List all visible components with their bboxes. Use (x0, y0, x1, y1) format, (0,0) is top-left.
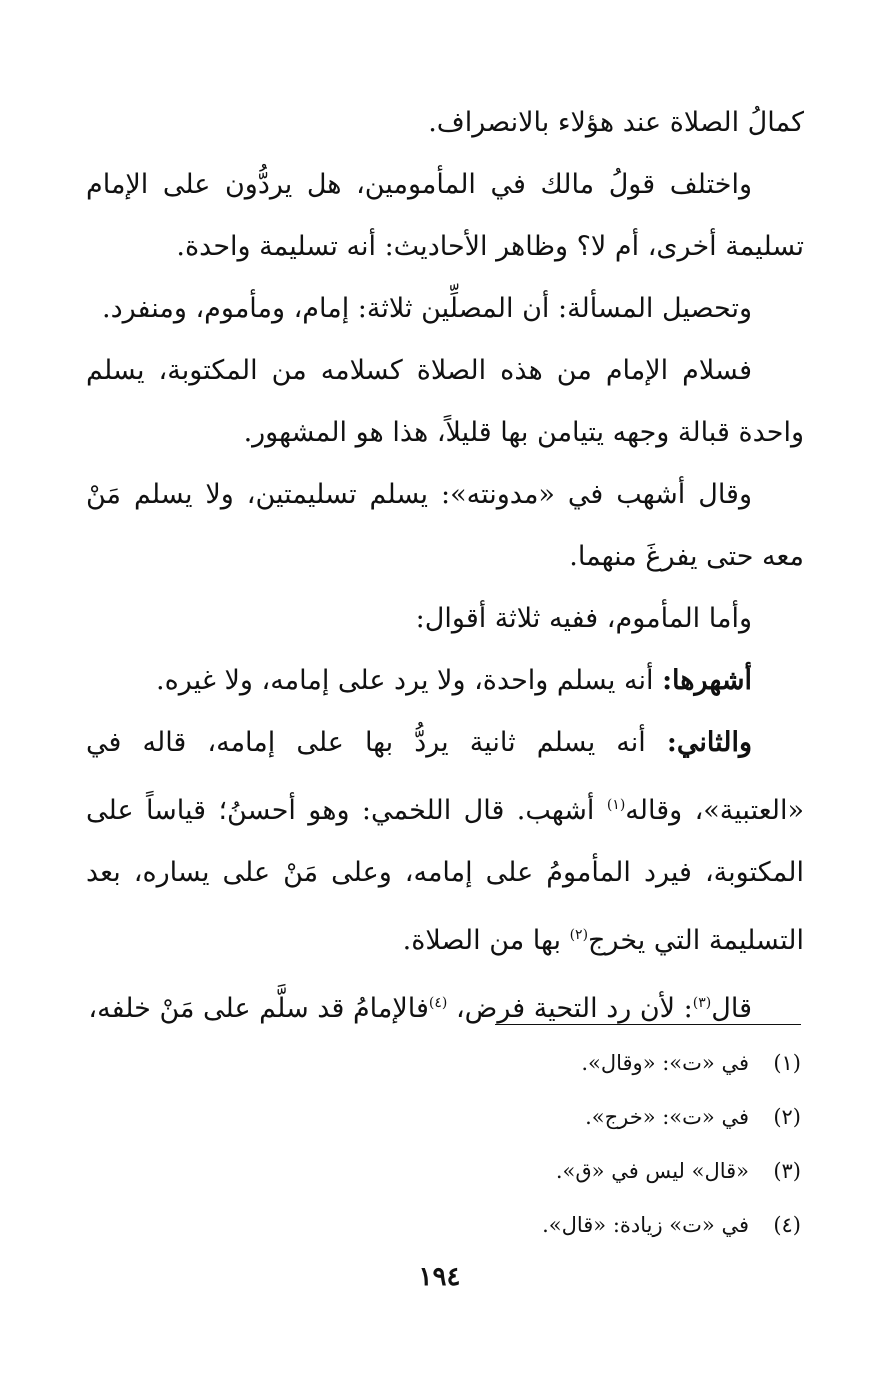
footnote-2 (381, 1090, 801, 1144)
footnote-3 (381, 1144, 801, 1198)
main-text (86, 92, 804, 1040)
paragraph-1: كمالُ الصلاة عند هؤلاء بالانصراف. (428, 107, 804, 138)
footnote-ref-3: (٣) (692, 995, 712, 1011)
paragraph-3: وتحصيل المسألة: أن المصلِّين ثلاثة: إمام، ومأموم، ومنفرد. (102, 293, 752, 324)
footnote-1 (381, 1036, 801, 1090)
footnote-text: في «ت» زيادة: «قال». (542, 1213, 749, 1237)
paragraph-9 (86, 972, 804, 1040)
footnote-number: (١) (773, 1051, 801, 1075)
paragraph-2: واختلف قولُ مالك في المأمومين، هل يردُّون على الإمام تسليمة أخرى، أم لا؟ وظاهر الأحاديث: أنه تسليمة واحدة. (86, 169, 804, 262)
footnotes (381, 1036, 801, 1252)
paragraph-7-text: أنه يسلم واحدة، ولا يرد على إمامه، ولا غيره. (155, 665, 663, 696)
paragraph-9-text-1: قال (711, 993, 752, 1024)
paragraph-9-text-2: : لأن رد التحية فرض، (447, 993, 693, 1024)
paragraph-5: وقال أشهب في «مدونته»: يسلم تسليمتين، ولا يسلم مَنْ معه حتى يفرغَ منهما. (86, 479, 804, 572)
paragraph-4: فسلام الإمام من هذه الصلاة كسلامه من المكتوبة، يسلم واحدة قبالة وجهه يتيامن بها قليلاً، هذا هو المشهور. (86, 355, 804, 448)
footnote-4 (381, 1198, 801, 1252)
paragraph-6: وأما المأموم، ففيه ثلاثة أقوال: (415, 603, 752, 634)
footnote-ref-2: (٢) (569, 927, 589, 943)
paragraph-8 (86, 712, 804, 972)
footnote-number: (٣) (773, 1159, 801, 1183)
paragraph-7-lead: أشهرها: (662, 665, 752, 696)
paragraph-8-text-1: أنه يسلم ثانية يردُّ بها على إمامه، قاله في «العتبية»، وقاله (86, 727, 804, 826)
footnote-number: (٢) (773, 1105, 801, 1129)
footnote-text: «قال» ليس في «ق». (555, 1159, 749, 1183)
paragraph-8-text-3: بها من الصلاة. (402, 925, 570, 956)
footnote-text: في «ت»: «وقال». (581, 1051, 749, 1075)
footnote-ref-4: (٤) (428, 995, 448, 1011)
page-number: ١٩٤ (418, 1262, 461, 1292)
paragraph-8-text-2: أشهب. قال اللخمي: وهو أحسنُ؛ قياساً على المكتوبة، فيرد المأمومُ على إمامه، وعلى مَنْ على يساره، بعد التسليمة التي يخرج (86, 795, 804, 956)
footnote-text: في «ت»: «خرج». (585, 1105, 749, 1129)
paragraph-7 (86, 650, 804, 712)
paragraph-9-text-3: فالإمامُ قد سلَّم على مَنْ خلفه، (88, 993, 429, 1024)
footnote-ref-1: (١) (606, 797, 626, 813)
body-text (86, 92, 804, 1040)
footnote-number: (٤) (773, 1213, 801, 1237)
footnote-divider (495, 1024, 801, 1025)
paragraph-8-lead: والثاني: (666, 727, 752, 758)
